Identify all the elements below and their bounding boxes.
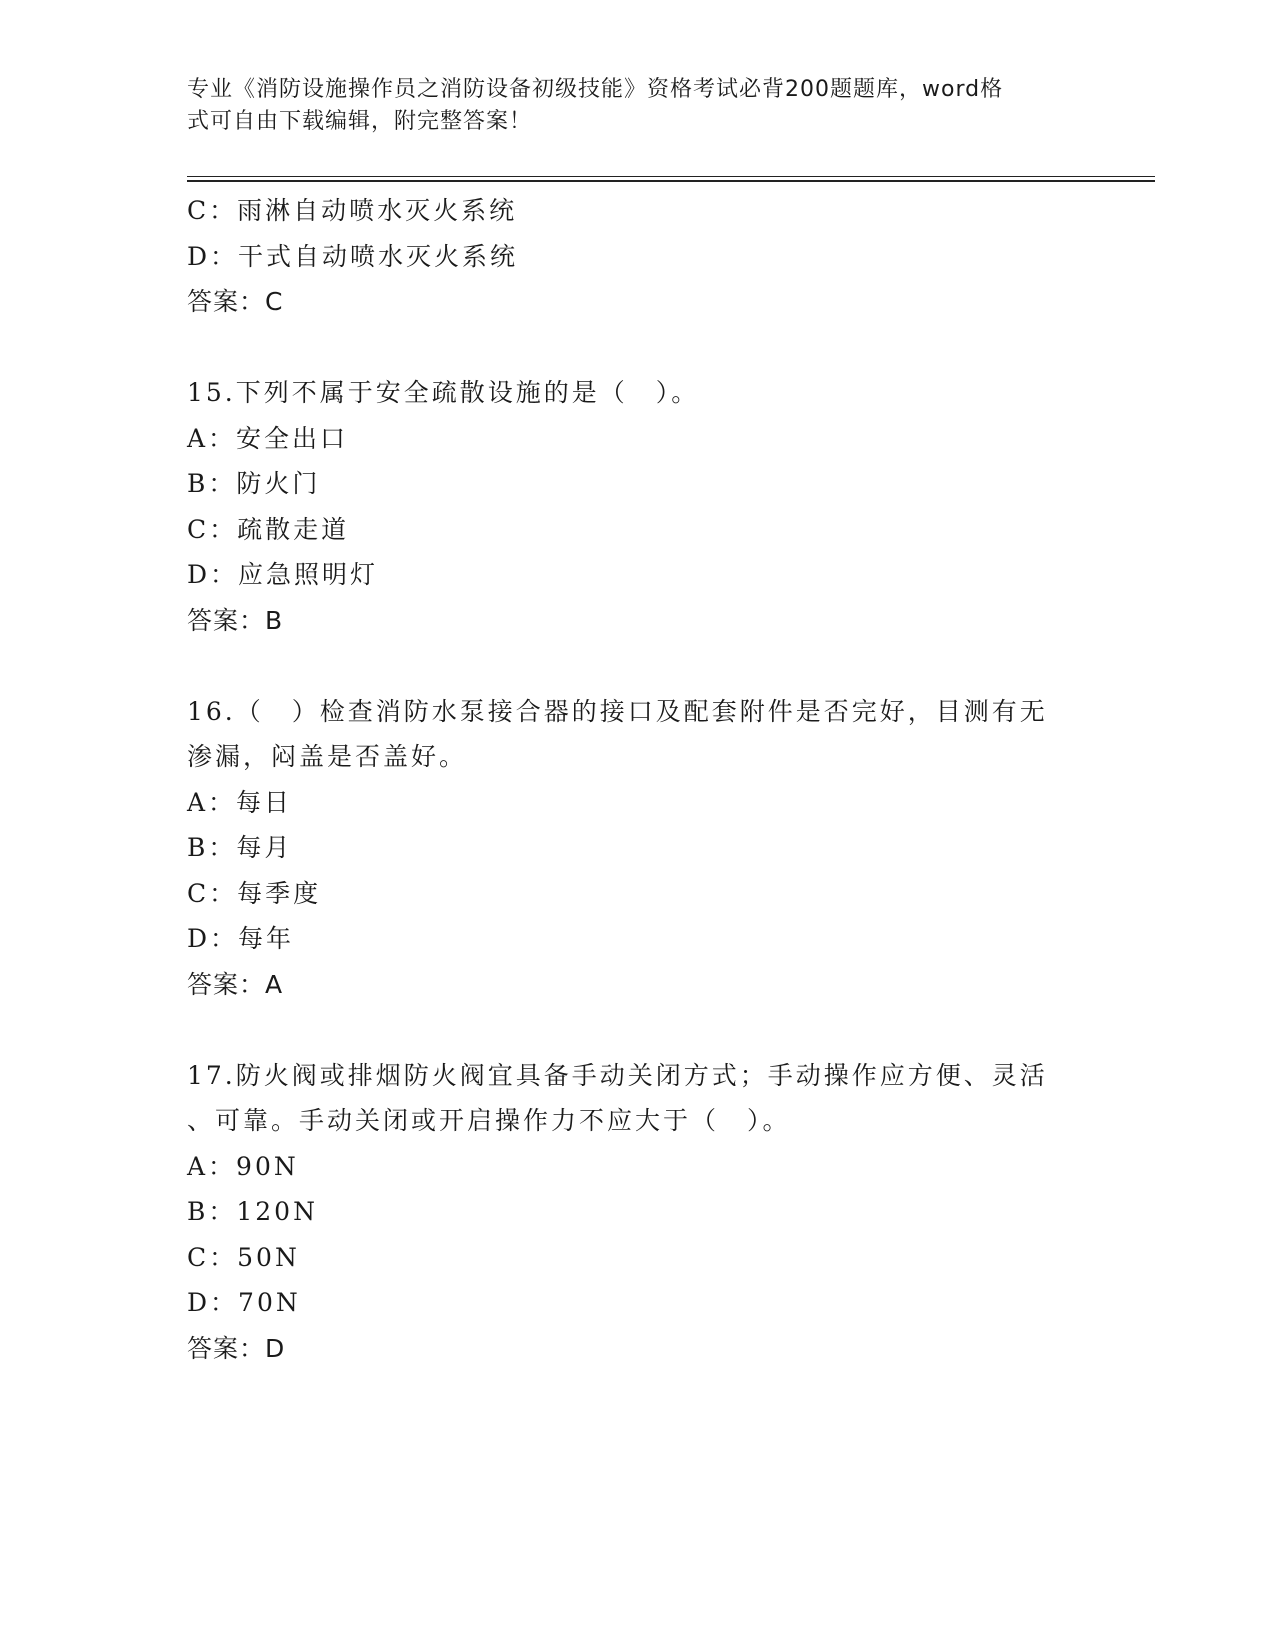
question-text: 15.下列不属于安全疏散设施的是（ ）。 — [187, 378, 700, 407]
answer: 答案：A — [187, 969, 284, 999]
spacer — [187, 643, 1087, 689]
option-d: D：干式自动喷水灭火系统 — [187, 241, 519, 271]
option-c: C：雨淋自动喷水灭火系统 — [187, 196, 518, 225]
header-line-2: 式可自由下载编辑，附完整答案！ — [187, 109, 533, 134]
option-b: B：120N — [187, 1197, 318, 1226]
option-d: D：70N — [187, 1288, 301, 1317]
question-15 — [187, 370, 1087, 643]
option-d: D：应急照明灯 — [187, 560, 379, 589]
answer: 答案：D — [187, 1333, 286, 1363]
option-c: C：每季度 — [187, 878, 322, 908]
answer: 答案：B — [187, 605, 284, 635]
header-rule-thick — [187, 180, 1155, 182]
header-rule-thin — [187, 176, 1155, 177]
header-line-1: 专业《消防设施操作员之消防设备初级技能》资格考试必背200题题库，word格 — [187, 77, 1004, 102]
option-a: A：每日 — [187, 787, 293, 817]
option-c: C：疏散走道 — [187, 514, 350, 544]
question-text: 16.（ ）检查消防水泵接合器的接口及配套附件是否完好，目测有无 — [187, 696, 1048, 726]
option-a: A：90N — [187, 1151, 299, 1181]
option-b: B：每月 — [187, 833, 293, 862]
spacer — [187, 1007, 1087, 1053]
question-17 — [187, 1053, 1087, 1372]
question-text: 17.防火阀或排烟防火阀宜具备手动关闭方式；手动操作应方便、灵活 — [187, 1060, 1048, 1090]
option-a: A：安全出口 — [187, 423, 349, 453]
question-text-continued: 、可靠。手动关闭或开启操作力不应大于（ ）。 — [187, 1106, 791, 1135]
option-c: C：50N — [187, 1242, 300, 1272]
previous-question-tail — [187, 188, 1087, 325]
question-16 — [187, 689, 1087, 1008]
option-b: B：防火门 — [187, 469, 321, 498]
question-text-continued: 渗漏，闷盖是否盖好。 — [187, 742, 468, 771]
document-header — [187, 74, 1067, 138]
spacer — [187, 325, 1087, 371]
option-d: D：每年 — [187, 924, 295, 953]
answer: 答案：C — [187, 287, 284, 316]
question-list — [187, 188, 1087, 1371]
